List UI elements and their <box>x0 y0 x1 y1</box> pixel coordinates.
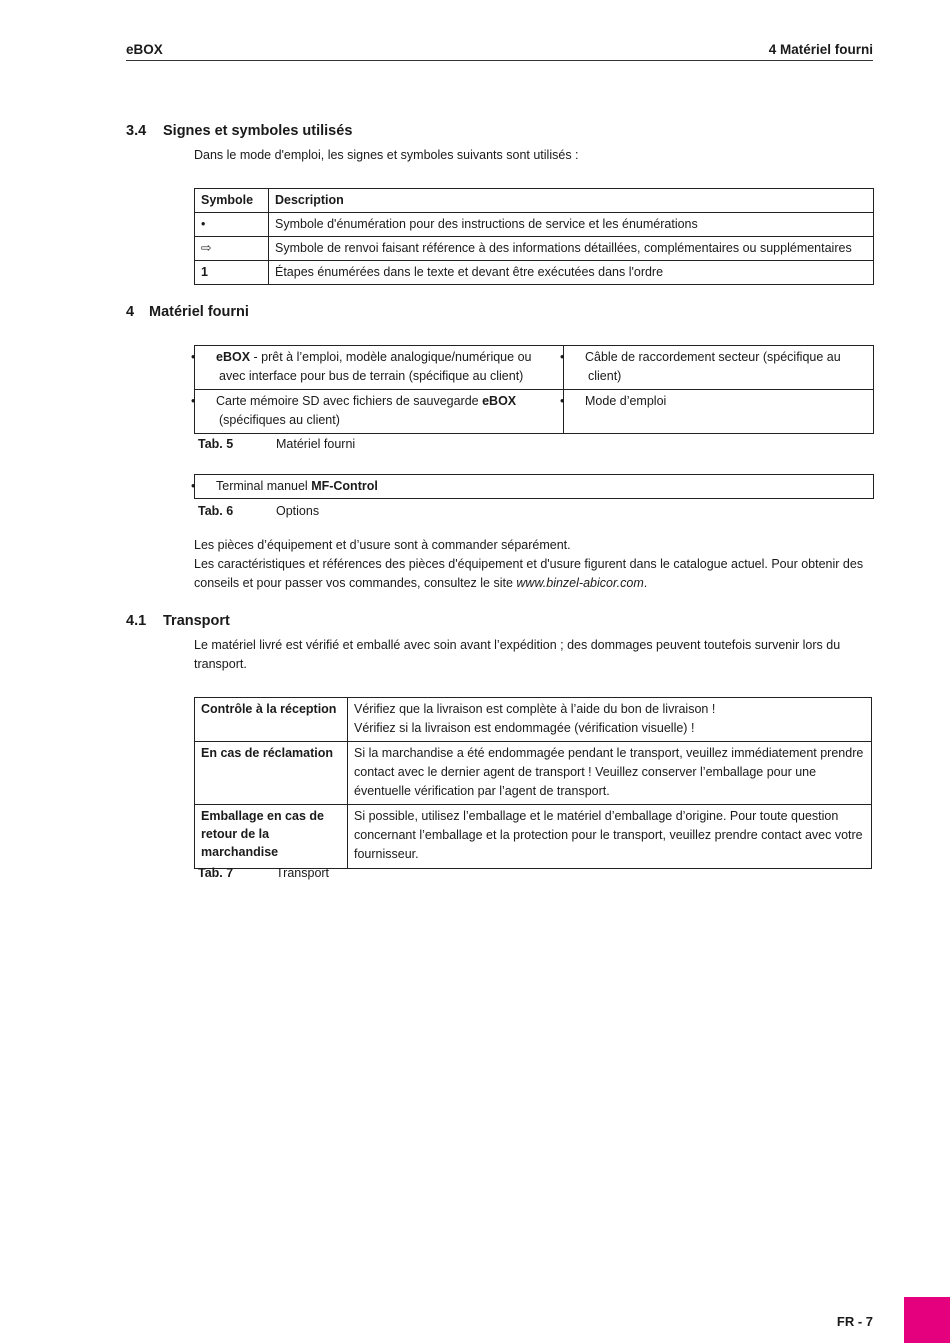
item-text: Mode d’emploi <box>585 394 667 408</box>
product-name: eBOX <box>216 350 251 364</box>
column-header-symbol: Symbole <box>195 189 269 213</box>
section-title: Transport <box>163 613 230 629</box>
section-4-heading <box>126 303 249 322</box>
item-text: - prêt à l’emploi, modèle analogique/numérique ou avec interface pour bus de terrain (spécifique au client) <box>219 350 532 383</box>
product-name: eBOX <box>482 394 517 408</box>
section-title: Signes et symboles utilisés <box>163 123 353 139</box>
section-4-1-intro: Le matériel livré est vérifié et emballé avec soin avant l’expédition ; des dommages peuvent toutefois survenir lors du transport. <box>194 638 841 671</box>
catalogue-note-end: . <box>643 576 648 590</box>
row-text: Vérifiez que la livraison est complète à l’aide du bon de livraison ! <box>354 702 716 716</box>
list-item <box>564 346 874 390</box>
catalogue-note <box>194 555 874 593</box>
row-content <box>348 805 872 869</box>
list-item <box>564 390 874 434</box>
header-divider <box>126 60 873 61</box>
section-3-4-heading <box>126 122 352 141</box>
row-text: Vérifiez si la livraison est endommagée (vérification visuelle) ! <box>354 721 695 735</box>
table-row <box>195 698 872 742</box>
product-name: MF-Control <box>311 479 378 493</box>
catalogue-note-text: Les caractéristiques et références des pièces d'équipement et d'usure figurent dans le catalogue actuel. Pour obtenir des conseils et pour passer vos commandes, consultez le site <box>194 557 864 590</box>
website-link[interactable]: www.binzel-abicor.com <box>516 576 644 590</box>
item-text: Terminal manuel <box>216 479 312 493</box>
page-number: FR - 7 <box>836 1314 873 1329</box>
table-row <box>195 237 874 261</box>
table-row <box>195 390 874 434</box>
table-caption-label: Tab. 5 <box>198 437 234 451</box>
section-3-4-intro: Dans le mode d'emploi, les signes et symboles suivants sont utilisés : <box>194 148 579 162</box>
table-caption-text: Matériel fourni <box>276 437 356 451</box>
section-number: 4 <box>126 304 135 320</box>
list-item <box>195 475 874 499</box>
table-row <box>195 213 874 237</box>
row-text: Si la marchandise a été endommagée pendant le transport, veuillez immédiatement prendre contact avec le dernier agent de transport ! Veuillez conserver l’emballage pour une éventuelle vérification par l’agent de transport. <box>354 746 864 798</box>
section-number: 4.1 <box>126 613 147 629</box>
transport-table <box>194 697 872 869</box>
item-text: (spécifiques au client) <box>219 413 340 427</box>
symbol-cell: 1 <box>195 261 269 285</box>
delivery-contents-table <box>194 345 874 434</box>
table-caption-label: Tab. 7 <box>198 866 234 880</box>
item-text: Câble de raccordement secteur (spécifique au client) <box>585 350 841 383</box>
header-product-name: eBOX <box>126 42 163 57</box>
table-row <box>195 261 874 285</box>
header-chapter-title: 4 Matériel fourni <box>768 42 873 57</box>
section-number: 3.4 <box>126 123 147 139</box>
section-title: Matériel fourni <box>149 304 249 320</box>
column-header-description: Description <box>269 189 874 213</box>
options-table <box>194 474 874 499</box>
table-header-row <box>195 189 874 213</box>
table-caption-text: Options <box>276 504 320 518</box>
symbol-cell: ⇨ <box>195 237 269 261</box>
row-label: Contrôle à la réception <box>195 698 348 742</box>
table-row <box>195 742 872 805</box>
symbol-cell: • <box>195 213 269 237</box>
page-color-tab <box>904 1297 950 1343</box>
row-label: Emballage en cas de retour de la marchandise <box>195 805 348 869</box>
row-content <box>348 698 872 742</box>
list-item <box>195 390 564 434</box>
item-text: Carte mémoire SD avec fichiers de sauvegarde <box>216 394 483 408</box>
symbols-table <box>194 188 874 285</box>
table-caption-text: Transport <box>276 866 330 880</box>
table-caption-label: Tab. 6 <box>198 504 234 518</box>
description-cell: Symbole de renvoi faisant référence à des informations détaillées, complémentaires ou supplémentaires <box>269 237 874 261</box>
parts-order-note: Les pièces d’équipement et d’usure sont à commander séparément. <box>194 538 571 552</box>
row-text: Si possible, utilisez l’emballage et le matériel d’emballage d’origine. Pour toute question concernant l’emballage et la protection pour le transport, veuillez prendre contact avec votre fournisseur. <box>354 809 863 861</box>
table-row <box>195 805 872 869</box>
section-4-1-heading <box>126 612 230 631</box>
row-label: En cas de réclamation <box>195 742 348 805</box>
list-item <box>195 346 564 390</box>
table-row <box>195 346 874 390</box>
row-content <box>348 742 872 805</box>
description-cell: Étapes énumérées dans le texte et devant être exécutées dans l'ordre <box>269 261 874 285</box>
table-row <box>195 475 874 499</box>
description-cell: Symbole d'énumération pour des instructions de service et les énumérations <box>269 213 874 237</box>
